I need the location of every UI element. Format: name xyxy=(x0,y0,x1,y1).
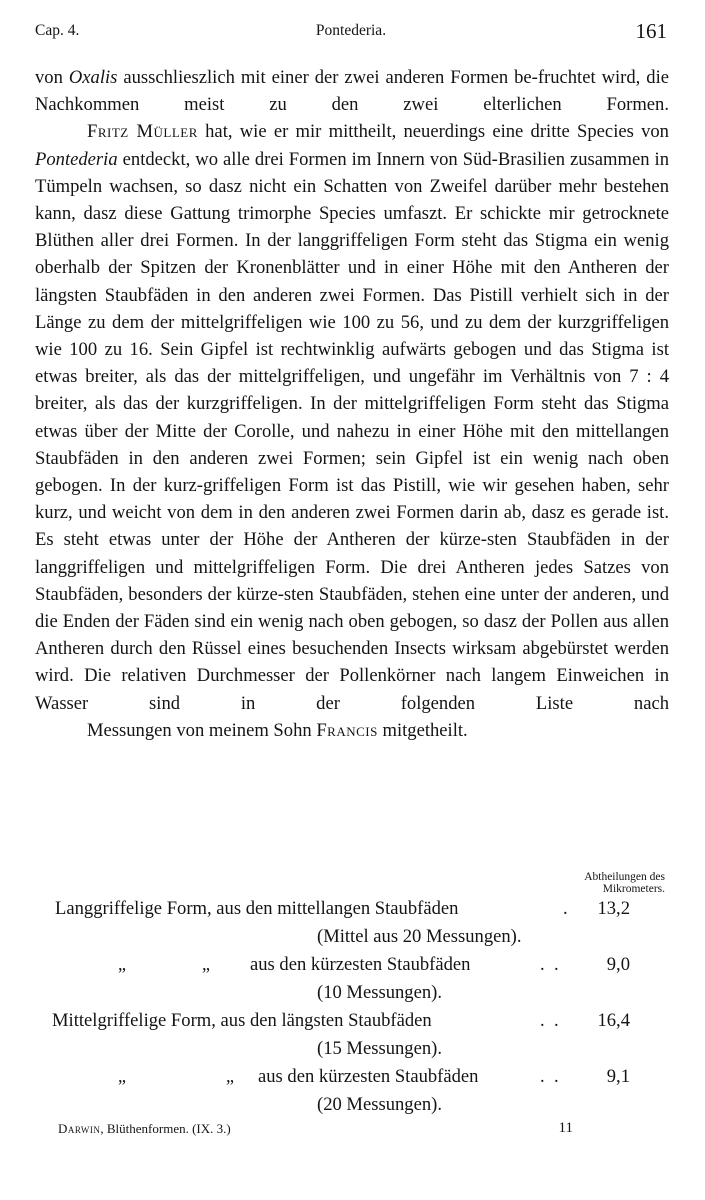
measurement-count: (20 Messungen). xyxy=(317,1094,442,1115)
ditto-mark: „ xyxy=(118,1066,126,1086)
measurement-note xyxy=(0,926,705,954)
running-header xyxy=(35,20,667,50)
measurement-label: aus den kürzesten Staubfäden xyxy=(258,1066,479,1087)
measurement-value: 13,2 xyxy=(597,898,630,919)
paragraph-1 xyxy=(35,64,669,118)
leader-dots: . . xyxy=(540,954,559,975)
genus-pontederia: Pontederia xyxy=(35,148,118,170)
author-name: Fritz Müller xyxy=(87,121,198,143)
signature-mark: 11 xyxy=(558,1120,573,1136)
measurement-value: 9,0 xyxy=(606,954,630,975)
running-title: Pontederia. xyxy=(315,22,387,39)
measurement-row xyxy=(0,954,705,982)
measurement-label: aus den kürzesten Staubfäden xyxy=(250,954,471,975)
footer-work: , Blüthenformen. (IX. 3.) xyxy=(100,1121,231,1136)
paragraph-2-last-line xyxy=(35,717,669,744)
chapter-label: Cap. 4. xyxy=(35,22,80,39)
paragraph-1-pre: von xyxy=(35,67,69,88)
page-number: 161 xyxy=(635,19,667,43)
unit-note-line2: Mikrometers. xyxy=(602,883,665,895)
measurement-note xyxy=(0,982,705,1010)
measurement-note xyxy=(0,1038,705,1066)
measurement-value: 9,1 xyxy=(606,1066,630,1087)
measurement-count: (Mittel aus 20 Messungen). xyxy=(317,926,522,947)
son-name: Francis xyxy=(316,719,378,741)
measurement-row xyxy=(0,1010,705,1038)
ditto-mark: „ xyxy=(226,1066,234,1086)
paragraph-2-last-b: mitgetheilt. xyxy=(377,719,468,741)
paragraph-2-last-a: Messungen von meinem Sohn xyxy=(87,719,317,741)
measurement-label: Mittelgriffelige Form, aus den längsten Staubfäden xyxy=(52,1010,432,1031)
genus-oxalis: Oxalis xyxy=(68,67,118,88)
measurement-label: Langgriffelige Form, aus den mittellangen Staubfäden xyxy=(55,898,459,919)
paragraph-1-post: ausschlieszlich mit einer der zwei anderen Formen be-fruchtet wird, die Nachkommen meist zu den zwei elterlichen Formen. xyxy=(35,67,669,116)
measurement-count: (10 Messungen). xyxy=(317,982,442,1003)
paragraph-2 xyxy=(35,118,669,744)
leader-dots: . xyxy=(563,898,568,919)
leader-dots: . . xyxy=(540,1066,559,1087)
paragraph-2-text-a: hat, wie er mir mittheilt, neuerdings eine dritte Species von xyxy=(197,121,669,143)
unit-note xyxy=(584,871,665,895)
page-footer xyxy=(58,1121,645,1137)
measurement-value: 16,4 xyxy=(597,1010,630,1031)
leader-dots: . . xyxy=(540,1010,559,1031)
measurement-row xyxy=(0,1066,705,1094)
ditto-mark: „ xyxy=(202,954,210,974)
ditto-mark: „ xyxy=(118,954,126,974)
measurement-note xyxy=(0,1094,705,1122)
measurement-row xyxy=(0,898,705,926)
unit-note-line1: Abtheilungen des xyxy=(584,871,665,883)
measurement-count: (15 Messungen). xyxy=(317,1038,442,1059)
paragraph-2-text-b: entdeckt, wo alle drei Formen im Innern von Süd-Brasilien zusammen in Tümpeln wachsen, so dasz nicht ein Schatten von Zweifel darüber mehr bestehen kann, dasz diese Gattung trimorphe Species umfaszt. Er schickte mir getrocknete Blüthen aller drei Formen. In der langgriffeligen Form steht das Stigma ein wenig oberhalb der Spitzen der Kronenblätter und in einer Höhe mit den Antheren der längsten Staubfäden in den anderen zwei Formen. Das Pistill verhielt sich in der Länge zu dem der mittelgriffeligen wie 100 zu 56, und zu dem der kurzgriffeligen wie 100 zu 16. Sein Gipfel ist rechtwinklig aufwärts gebogen und das Stigma ist etwas breiter, als das der mittelgriffeligen, und ungefähr im Verhältnis von 7 : 4 breiter, als das der kurzgriffeligen. In der mittelgriffeligen Form steht das Stigma etwas über der Mitte der Corolle, und nahezu in einer Höhe mit den mittellangen Staubfäden in den anderen zwei Formen; sein Gipfel ist ein wenig nach oben gebogen. In der kurz-griffeligen Form ist das Pistill, wie wir gesehen haben, sehr kurz, und weicht von dem in den anderen zwei Formen darin ab, dasz es gerade ist. Es steht etwas unter der Höhe der Antheren der kürze-sten Staubfäden in der langgriffeligen und mittelgriffeligen Form. Die drei Antheren jedes Satzes von Staubfäden, besonders der kürze-sten Staubfäden, stehen eine unter der anderen, und die Enden der Fäden sind ein wenig nach oben gebogen, so dasz der Pollen aus allen Antheren durch den Rüssel eines besuchenden Insects wirksam abgebürstet werden wird. Die relativen Durchmesser der Pollenkörner nach langem Einweichen in Wasser sind in der folgenden Liste nach xyxy=(35,148,669,714)
footer-author: Darwin xyxy=(58,1121,101,1136)
body-text xyxy=(35,64,669,744)
